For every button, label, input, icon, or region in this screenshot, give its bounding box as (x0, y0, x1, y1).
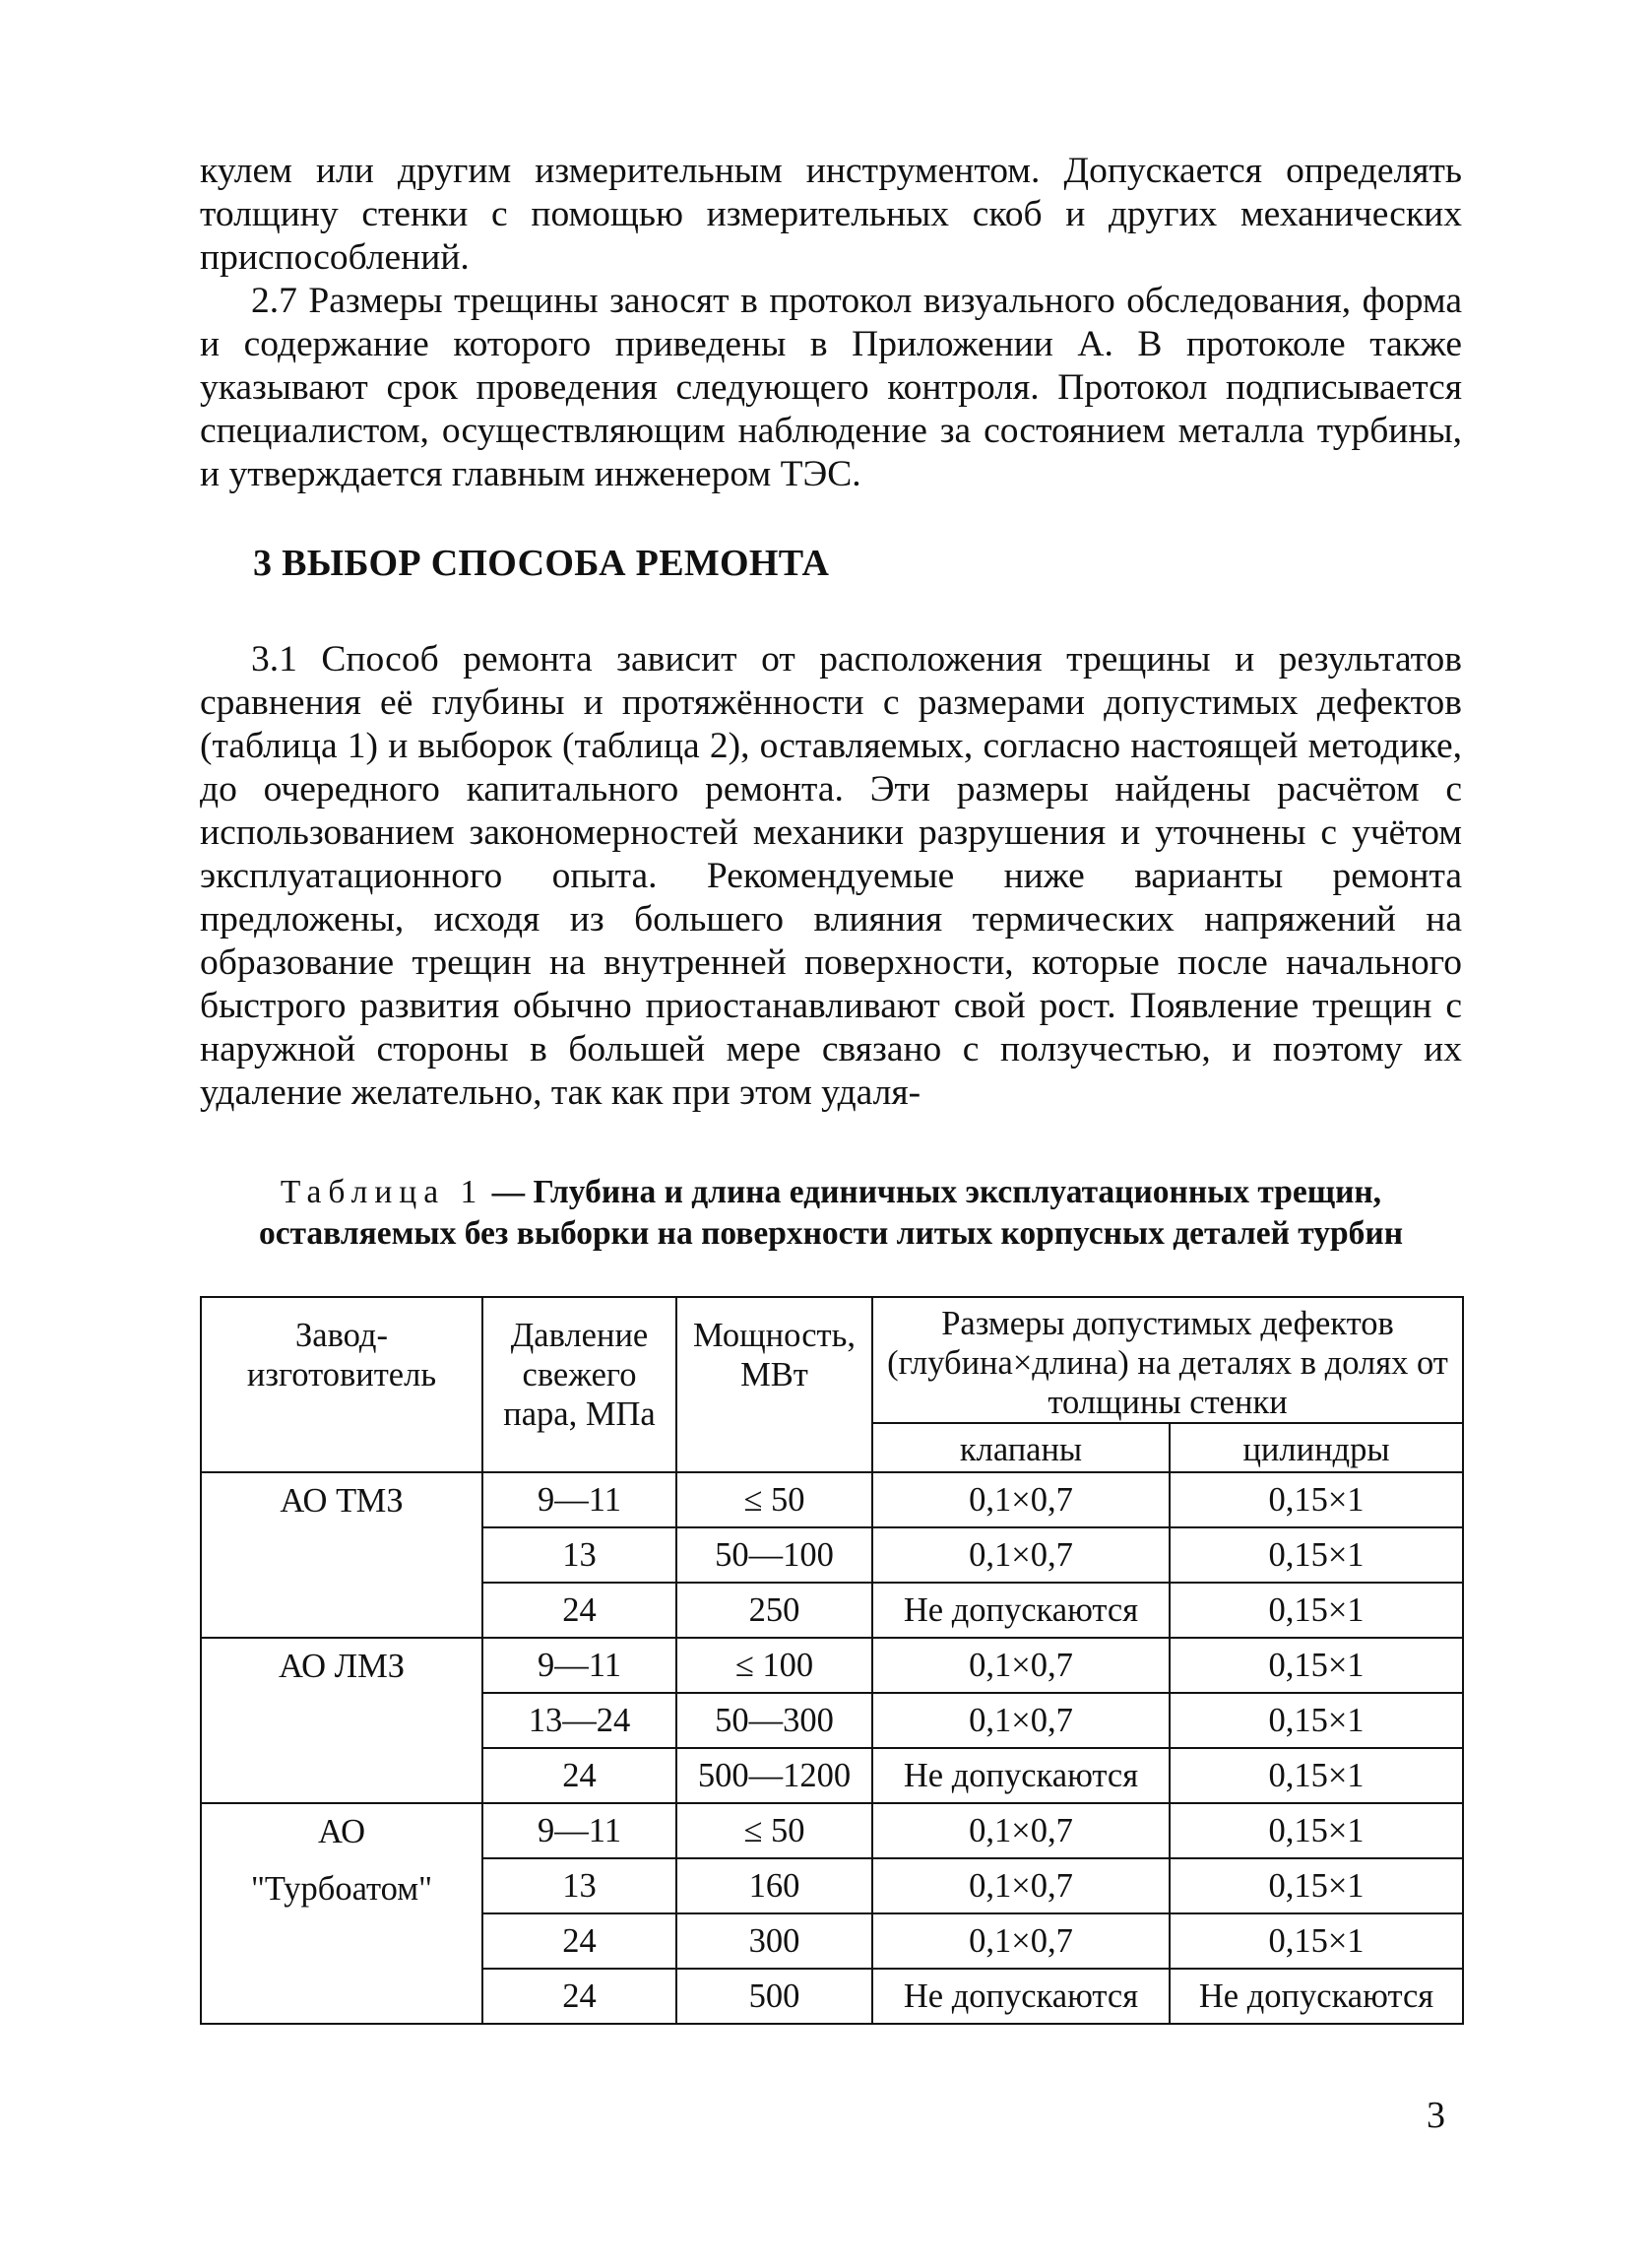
cell-power: ≤ 50 (676, 1472, 872, 1527)
cell-power: ≤ 50 (676, 1803, 872, 1858)
cell-valves: 0,1×0,7 (872, 1858, 1170, 1913)
cell-maker-line: "Турбоатом" (250, 1870, 433, 1908)
cell-valves: 0,1×0,7 (872, 1527, 1170, 1583)
cell-maker: АО ЛМЗ (201, 1638, 482, 1803)
cell-cylinders: 0,15×1 (1170, 1638, 1463, 1693)
cell-maker: АО ТМЗ (201, 1472, 482, 1638)
cell-maker (201, 1803, 482, 2024)
table-caption-label: Таблица 1 (280, 1174, 484, 1210)
cell-power: 500 (676, 1969, 872, 2024)
defects-table (200, 1296, 1464, 2025)
paragraph-2-7 (200, 280, 1462, 496)
paragraph-text: 3.1 Способ ремонта зависит от расположения трещины и результатов сравнения её глубины и протяжённости с размерами допустимых дефектов (таблица 1) и выборок (таблица 2), оставляемых, согласно настоящей методике, до очередного капитального ремонта. Эти размеры найдены расчётом с использованием закономерностей механики разрушения и уточнены с учётом эксплуатационного опыта. Рекомендуемые ниже варианты ремонта предложены, исходя из большего влияния термических напряжений на образование трещин на внутренней поверхности, которые после начального быстрого развития обычно приостанавливают свой рост. Появление трещин с наружной стороны в большей мере связано с ползучестью, и поэтому их удаление желательно, так как при этом удаля- (200, 639, 1462, 1113)
cell-pressure: 13—24 (482, 1693, 676, 1748)
cell-pressure: 13 (482, 1858, 676, 1913)
cell-valves: Не допускаются (872, 1583, 1170, 1638)
cell-maker-line: АО (317, 1813, 366, 1850)
cell-pressure: 9—11 (482, 1803, 676, 1858)
cell-cylinders: 0,15×1 (1170, 1583, 1463, 1638)
cell-pressure: 24 (482, 1913, 676, 1969)
cell-pressure: 24 (482, 1748, 676, 1803)
cell-power: 500—1200 (676, 1748, 872, 1803)
cell-valves: 0,1×0,7 (872, 1693, 1170, 1748)
paragraph-continuation (200, 150, 1462, 280)
page-number: 3 (1427, 2095, 1445, 2136)
table-header-row (201, 1297, 1463, 1423)
cell-valves: 0,1×0,7 (872, 1913, 1170, 1969)
cell-power: 300 (676, 1913, 872, 1969)
cell-valves: 0,1×0,7 (872, 1638, 1170, 1693)
cell-pressure: 9—11 (482, 1638, 676, 1693)
cell-valves: Не допускаются (872, 1748, 1170, 1803)
header-valves: клапаны (872, 1423, 1170, 1472)
cell-valves: 0,1×0,7 (872, 1803, 1170, 1858)
table-row (201, 1803, 1463, 1858)
cell-pressure: 24 (482, 1969, 676, 2024)
header-maker: Завод-изготовитель (201, 1297, 482, 1472)
cell-power: 250 (676, 1583, 872, 1638)
header-defects: Размеры допустимых дефектов (глубина×длина) на деталях в долях от толщины стенки (872, 1297, 1463, 1423)
cell-cylinders: 0,15×1 (1170, 1693, 1463, 1748)
cell-cylinders: 0,15×1 (1170, 1858, 1463, 1913)
paragraph-3-1 (200, 638, 1462, 1115)
cell-power: 160 (676, 1858, 872, 1913)
section-heading: 3 ВЫБОР СПОСОБА РЕМОНТА (253, 543, 830, 584)
header-power: Мощность, МВт (676, 1297, 872, 1472)
table-caption-text: Глубина и длина единичных эксплуатационных трещин, оставляемых без выборки на поверхности литых корпусных деталей турбин (258, 1174, 1404, 1252)
cell-valves: 0,1×0,7 (872, 1472, 1170, 1527)
table-caption-dash: — (483, 1174, 534, 1210)
cell-valves: Не допускаются (872, 1969, 1170, 2024)
cell-pressure: 24 (482, 1583, 676, 1638)
cell-pressure: 9—11 (482, 1472, 676, 1527)
cell-pressure: 13 (482, 1527, 676, 1583)
cell-cylinders: 0,15×1 (1170, 1913, 1463, 1969)
cell-power: 50—300 (676, 1693, 872, 1748)
cell-cylinders: Не допускаются (1170, 1969, 1463, 2024)
table-caption (200, 1172, 1462, 1255)
header-cylinders: цилиндры (1170, 1423, 1463, 1472)
header-pressure: Давление свежего пара, МПа (482, 1297, 676, 1472)
cell-power: 50—100 (676, 1527, 872, 1583)
table-row (201, 1638, 1463, 1693)
cell-cylinders: 0,15×1 (1170, 1748, 1463, 1803)
cell-cylinders: 0,15×1 (1170, 1527, 1463, 1583)
cell-cylinders: 0,15×1 (1170, 1803, 1463, 1858)
paragraph-text: кулем или другим измерительным инструментом. Допускается определять толщину стенки с помощью измерительных скоб и других механических приспособлений. (200, 151, 1462, 278)
table-row (201, 1472, 1463, 1527)
cell-power: ≤ 100 (676, 1638, 872, 1693)
paragraph-text: 2.7 Размеры трещины заносят в протокол визуального обследования, форма и содержание которого приведены в Приложении А. В протоколе также указывают срок проведения следующего контроля. Протокол подписывается специалистом, осуществляющим наблюдение за состоянием металла турбины, и утверждается главным инженером ТЭС. (200, 281, 1462, 494)
cell-cylinders: 0,15×1 (1170, 1472, 1463, 1527)
